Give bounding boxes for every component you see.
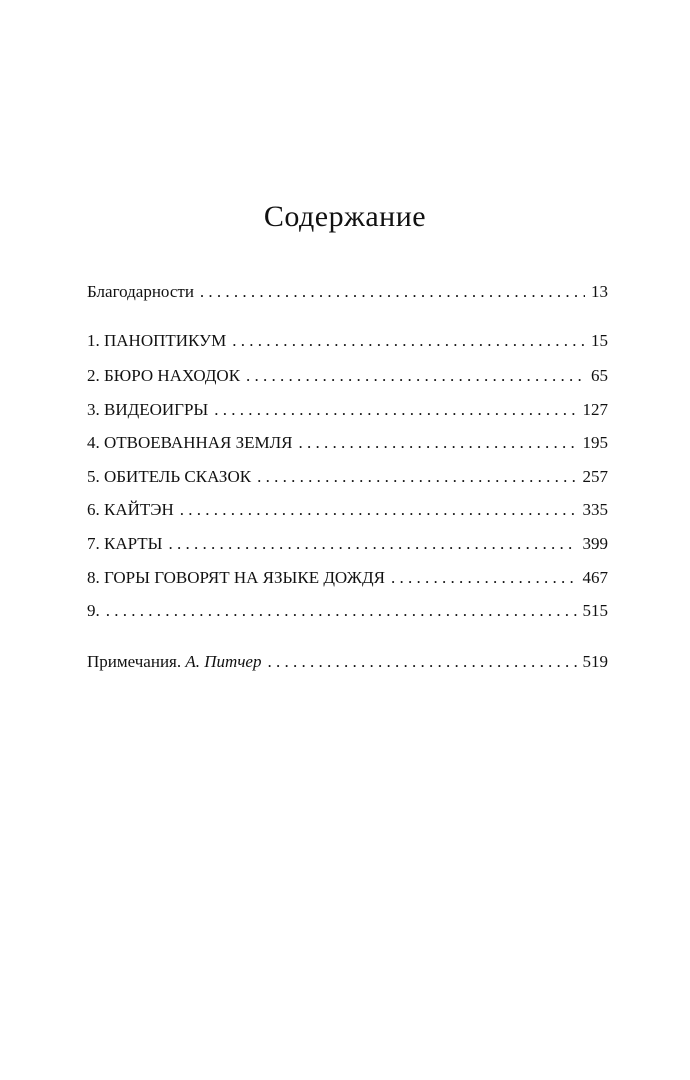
toc-entry-page: 15: [591, 331, 608, 350]
toc-entry-chapter[interactable]: [87, 565, 608, 591]
toc-entry-chapter[interactable]: [87, 497, 608, 523]
toc-entry-label: [87, 649, 261, 675]
toc-entry-label: 8. ГОРЫ ГОВОРЯТ НА ЯЗЫКЕ ДОЖДЯ: [87, 568, 385, 587]
toc-entry-page: 515: [582, 601, 608, 620]
dot-leader: [257, 464, 576, 490]
dot-leader: [391, 565, 577, 591]
dot-leader: [246, 363, 585, 389]
dot-leader: [169, 531, 577, 557]
toc-entry-chapter[interactable]: [87, 397, 608, 423]
notes-label: Примечания.: [87, 652, 182, 671]
toc-entry-chapter[interactable]: [87, 464, 608, 490]
toc-entry-label: 9.: [87, 601, 100, 620]
toc-entry-page: 519: [582, 652, 608, 671]
toc-entry-label: 1. ПАНОПТИКУМ: [87, 331, 227, 350]
dot-leader: [299, 430, 577, 456]
toc-entry-chapter[interactable]: [87, 430, 608, 456]
toc-entry-chapter[interactable]: [87, 328, 608, 354]
toc-entry-page: 467: [582, 568, 608, 587]
dot-leader: [106, 598, 577, 624]
page-title: Содержание: [263, 200, 427, 233]
dot-leader: [214, 397, 576, 423]
toc-entry-page: 13: [591, 282, 608, 301]
dot-leader: [267, 649, 576, 675]
toc-entry-label: 2. БЮРО НАХОДОК: [87, 366, 241, 385]
toc-entry-page: 399: [582, 534, 608, 553]
toc-entry-label: 6. КАЙТЭН: [87, 500, 174, 519]
toc-entry-page: 257: [582, 467, 608, 486]
toc-entry-page: 127: [582, 400, 608, 419]
toc-entry-page: 65: [591, 366, 608, 385]
toc-entry-label: 7. КАРТЫ: [87, 534, 163, 553]
toc-entry-label: Благодарности: [87, 282, 194, 301]
notes-author: А. Питчер: [185, 652, 262, 671]
toc-entry-label: 4. ОТВОЕВАННАЯ ЗЕМЛЯ: [87, 433, 293, 452]
dot-leader: [232, 328, 585, 354]
toc-entry-chapter[interactable]: [87, 598, 608, 624]
toc-entry-label: 5. ОБИТЕЛЬ СКАЗОК: [87, 467, 252, 486]
dot-leader: [200, 279, 585, 305]
toc-entry-chapter[interactable]: [87, 531, 608, 557]
toc-entry-label: 3. ВИДЕОИГРЫ: [87, 400, 209, 419]
toc-entry-chapter[interactable]: [87, 363, 608, 389]
toc-entry-page: 195: [582, 433, 608, 452]
toc-entry-acknowledgements[interactable]: [87, 279, 608, 305]
dot-leader: [180, 497, 577, 523]
toc-entry-page: 335: [582, 500, 608, 519]
toc-entry-notes[interactable]: [87, 649, 608, 675]
